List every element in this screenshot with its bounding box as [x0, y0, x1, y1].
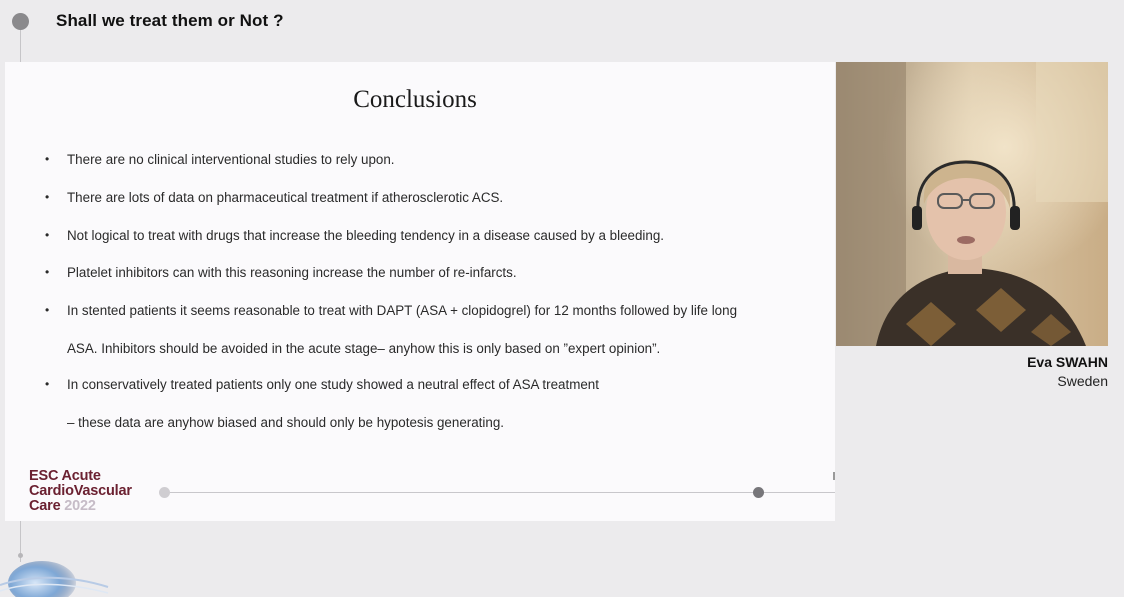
bullet-text: In conservatively treated patients only one study showed a neutral effect of ASA treatment [67, 377, 599, 392]
presentation-slide [5, 62, 835, 521]
slide-progress-track[interactable] [163, 492, 835, 493]
logo-line-3 [29, 499, 132, 514]
speaker-country: Sweden [1057, 373, 1108, 389]
timeline-marker-icon [12, 13, 29, 30]
bullet-text: Not logical to treat with drugs that increase the bleeding tendency in a disease caused by a bleeding. [67, 228, 665, 243]
slider-knob-icon[interactable] [753, 487, 764, 498]
bullet-text: ASA. Inhibitors should be avoided in the acute stage– anyhow this is only based on ”expert opinion”. [67, 341, 661, 356]
slide-title: Conclusions [353, 86, 477, 113]
corner-decoration-icon [0, 555, 110, 597]
progress-start-dot-icon [159, 487, 170, 498]
speaker-name: Eva SWAHN [1027, 354, 1108, 370]
bullet-text: There are lots of data on pharmaceutical treatment if atherosclerotic ACS. [67, 190, 504, 205]
bullet-point-icon: • [45, 377, 50, 391]
edge-tick [833, 472, 835, 480]
bullet-text: – these data are anyhow biased and should only be hypotesis generating. [67, 415, 504, 430]
esc-acute-cardiovascular-care-logo [29, 469, 132, 514]
bullet-point-icon: • [45, 190, 50, 204]
speaker-video [836, 62, 1108, 346]
bullet-text: There are no clinical interventional studies to rely upon. [67, 152, 395, 167]
bullet-point-icon: • [45, 228, 50, 242]
bullet-point-icon: • [45, 265, 50, 279]
logo-care: Care [29, 498, 61, 514]
bullet-text: Platelet inhibitors can with this reasoning increase the number of re-infarcts. [67, 265, 517, 280]
logo-year: 2022 [64, 498, 96, 514]
bullet-point-icon: • [45, 303, 50, 317]
logo-line-2: CardioVascular [29, 483, 132, 499]
bullet-text: In stented patients it seems reasonable to treat with DAPT (ASA + clopidogrel) for 12 months followed by life long [67, 303, 738, 318]
session-title: Shall we treat them or Not ? [56, 11, 284, 30]
logo-line-1: ESC Acute [29, 468, 101, 484]
speaker-video-frame [836, 62, 1108, 346]
bullet-point-icon: • [45, 152, 50, 166]
